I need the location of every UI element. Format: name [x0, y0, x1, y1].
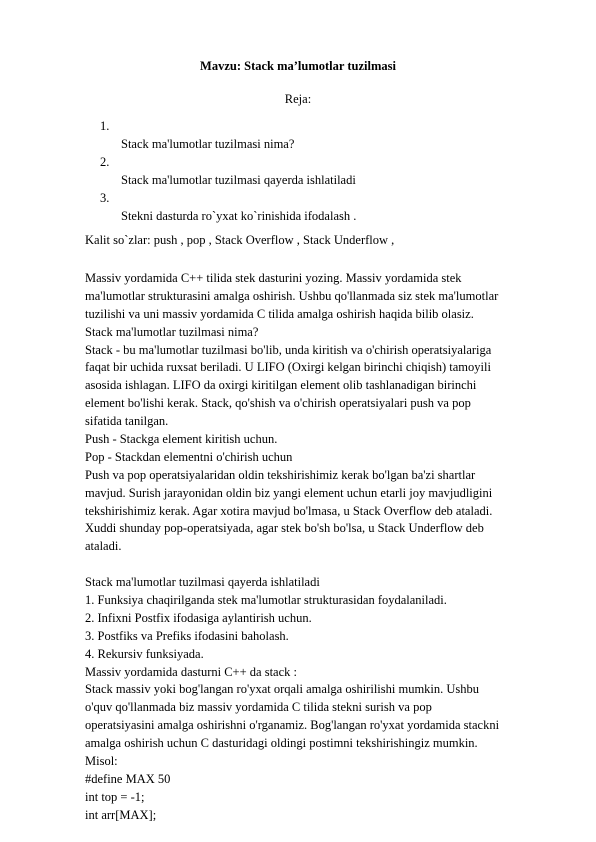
- code-line: #define MAX 50: [85, 771, 171, 786]
- code-line: int top = -1;: [85, 789, 145, 804]
- body-line: faqat bir uchida ruxsat beriladi. U LIFO (Oxirgi kelgan birinchi chiqish) tamoyili: [85, 360, 491, 375]
- plan-item-text: Stack ma'lumotlar tuzilmasi qayerda ishlatiladi: [121, 173, 356, 187]
- code-line: int arr[MAX];: [85, 807, 157, 822]
- plan-item: [100, 153, 356, 189]
- paragraph-spacer: [85, 556, 565, 574]
- section-heading-line: Stack ma'lumotlar tuzilmasi nima?: [85, 324, 259, 339]
- body-line: tekshirishimiz kerak. Agar xotira mavjud bo'lmasa, u Stack Overflow deb ataladi.: [85, 503, 493, 518]
- keywords-line: Kalit so`zlar: push , pop , Stack Overflow , Stack Underflow ,: [85, 233, 395, 247]
- body-line: Stack - bu ma'lumotlar tuzilmasi bo'lib, unda kiritish va o'chirish operatsiyalariga: [85, 342, 492, 357]
- document-title: Mavzu: Stack ma’lumotlar tuzilmasi: [200, 59, 396, 73]
- body-line: Stack massiv yoki bog'langan ro'yxat orqali amalga oshirilishi mumkin. Ushbu: [85, 682, 480, 697]
- body-line: Massiv yordamida C++ tilida stek dasturini yozing. Massiv yordamida stek: [85, 271, 462, 285]
- body-line: Push va pop operatsiyalaridan oldin tekshirishimiz kerak bo'lgan ba'zi shartlar: [85, 467, 476, 482]
- plan-item-number: 1.: [100, 119, 110, 133]
- body-line: ataladi.: [85, 539, 122, 554]
- body-line: sifatida tanilgan.: [85, 414, 169, 429]
- plan-item-text: Stack ma'lumotlar tuzilmasi nima?: [121, 137, 295, 151]
- body-line: Xuddi shunday pop-operatsiyada, agar stek bo'sh bo'lsa, u Stack Underflow deb: [85, 521, 484, 536]
- plan-item: [100, 189, 356, 225]
- body-line: mavjud. Surish jarayonidan oldin biz yangi element uchun etarli joy mavjudligini: [85, 485, 493, 500]
- body-line: element bo'lishi kerak. Stack, qo'shish va o'chirish operatsiyalari push va pop: [85, 396, 471, 411]
- plan-item-number: 3.: [100, 191, 110, 205]
- plan-item-number: 2.: [100, 155, 110, 169]
- list-item-line: 4. Rekursiv funksiyada.: [85, 646, 204, 661]
- section-heading-line: Stack ma'lumotlar tuzilmasi qayerda ishlatiladi: [85, 575, 320, 590]
- list-item-line: 1. Funksiya chaqirilganda stek ma'lumotlar strukturasidan foydalaniladi.: [85, 593, 447, 608]
- section-heading-line: Massiv yordamida dasturni C++ da stack :: [85, 664, 297, 679]
- plan-item: [100, 117, 356, 153]
- body-line: tuzilishi va uni massiv yordamida C tilida amalga oshirish haqida bilib olasiz.: [85, 306, 474, 321]
- example-label: Misol:: [85, 754, 118, 769]
- plan-list: [100, 117, 356, 225]
- body-text: [85, 270, 565, 825]
- plan-heading: Reja:: [284, 92, 312, 106]
- body-line: operatsiyasini amalga oshirishni o'rganamiz. Bog'langan ro'yxat yordamida stackni: [85, 718, 500, 733]
- body-line: amalga oshirish uchun C dasturidagi oldingi postimni tekshirishingiz mumkin.: [85, 736, 478, 751]
- body-line: Push - Stackga element kiritish uchun.: [85, 432, 278, 447]
- plan-item-text: Stekni dasturda ro`yxat ko`rinishida ifodalash .: [121, 209, 357, 223]
- body-line: ma'lumotlar strukturasini amalga oshirish. Ushbu qo'llanmada siz stek ma'lumotlar: [85, 288, 499, 303]
- body-line: asosida ishlagan. LIFO da oxirgi kiritilgan element olib tashlanadigan birinchi: [85, 378, 477, 393]
- body-line: Pop - Stackdan elementni o'chirish uchun: [85, 449, 293, 464]
- body-line: o'quv qo'llanmada biz massiv yordamida C tilida stekni surish va pop: [85, 700, 432, 715]
- list-item-line: 2. Infixni Postfix ifodasiga aylantirish uchun.: [85, 610, 312, 625]
- list-item-line: 3. Postfiks va Prefiks ifodasini baholash.: [85, 628, 289, 643]
